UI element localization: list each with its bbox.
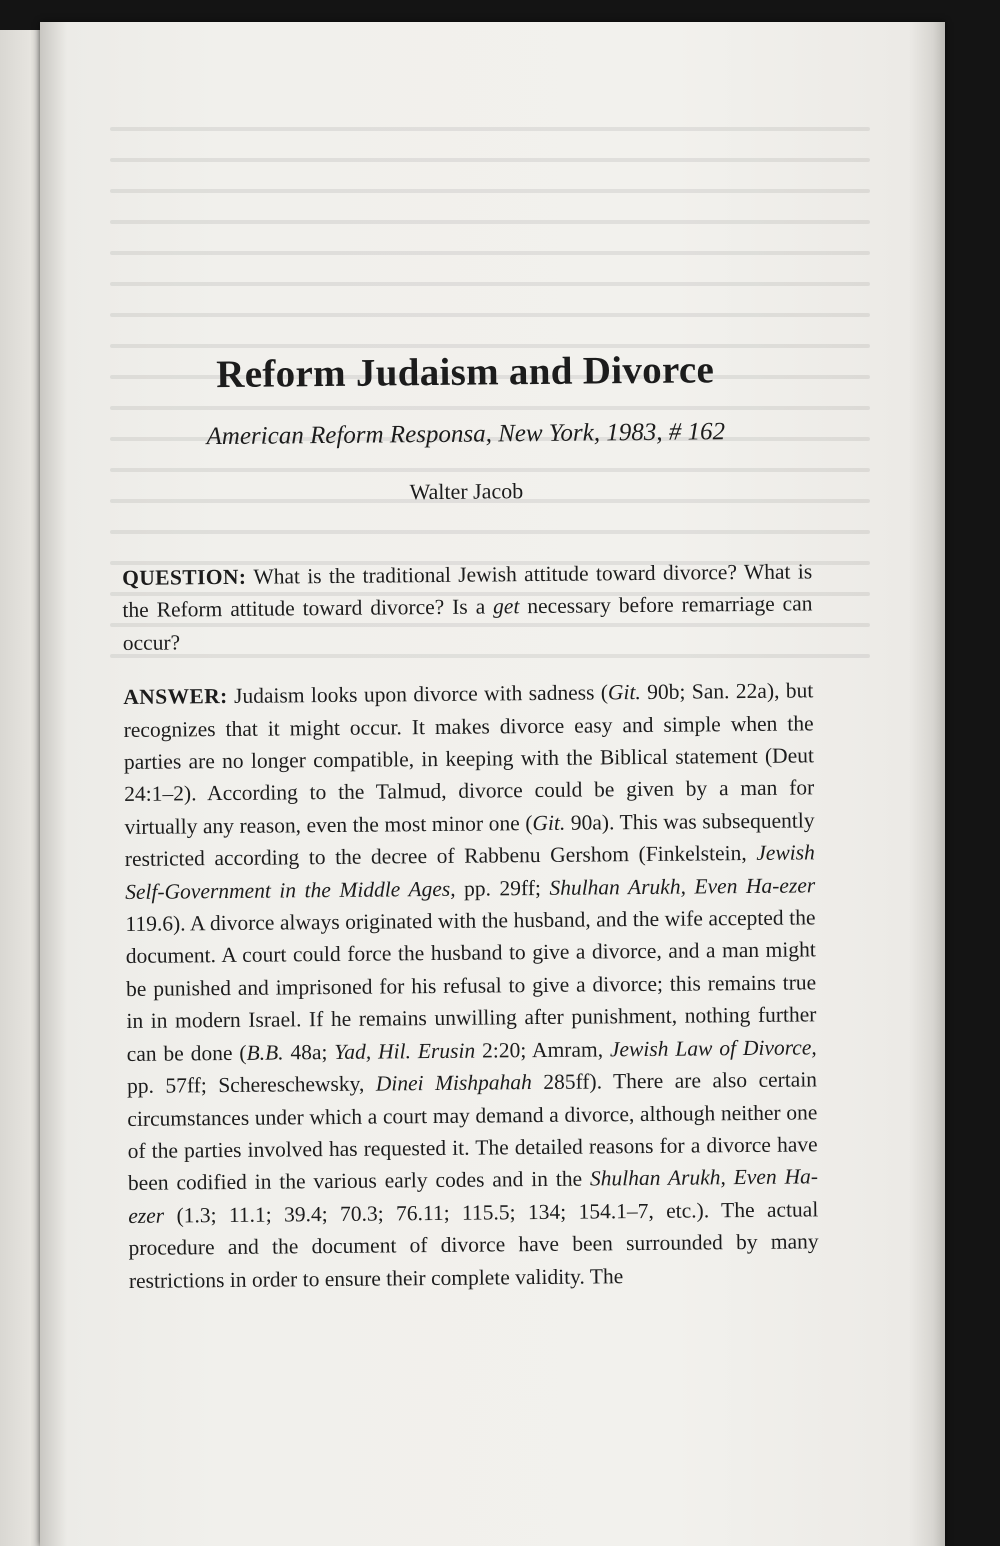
book-page bbox=[40, 22, 945, 1546]
text-segment: 90b; San. 22a), but recognizes that it might occur. It makes divorce easy and simple when the parties are no longer compatible, in keeping with the Biblical statement (Deut 24:1–2). According to the Talmud, divorce could be given by a man for virtually any reason, even the most minor one ( bbox=[123, 678, 815, 839]
text-segment: pp. 57ff; Schereschewsky, bbox=[126, 1071, 376, 1099]
text-segment: 285ff). There are also certain circumstances under which a court may demand a divorce, although neither one of the parties involved has requested it. The detailed reasons for a divorce have been codified in the various early codes and in the bbox=[127, 1067, 818, 1196]
chapter-title: Reform Judaism and Divorce bbox=[216, 348, 715, 397]
page-right-edge bbox=[933, 22, 945, 1546]
author-name: Walter Jacob bbox=[409, 478, 524, 505]
text-segment: 48a; bbox=[283, 1039, 335, 1065]
italic-text-segment: Jewish Self-Government in the Middle Ages, bbox=[125, 840, 815, 904]
italic-text-segment: Jewish Law of Divorce, bbox=[609, 1035, 817, 1062]
source-citation: American Reform Responsa, New York, 1983, # 162 bbox=[206, 418, 726, 451]
italic-text-segment: Shulhan Arukh, Even Ha-ezer bbox=[128, 1164, 819, 1228]
text-segment: 90a). This was subsequently restricted according to the decree of Rabbenu Gershom (Finkelstein, bbox=[124, 808, 815, 872]
text-segment: 2:20; Amram, bbox=[475, 1037, 611, 1063]
text-segment: necessary before remarriage can occur? bbox=[122, 591, 813, 655]
italic-text-segment: Git. bbox=[532, 810, 566, 835]
text-segment: Judaism looks upon divorce with sadness ( bbox=[227, 680, 609, 709]
italic-text-segment: Yad, Hil. Erusin bbox=[334, 1038, 476, 1064]
italic-text-segment: Dinei Mishpahah bbox=[375, 1070, 532, 1096]
page-content bbox=[120, 345, 819, 1297]
italic-text-segment: Shulhan Arukh, Even Ha-ezer bbox=[549, 873, 816, 900]
answer-paragraph bbox=[123, 675, 819, 1297]
text-segment: (1.3; 11.1; 39.4; 70.3; 76.11; 115.5; 134; 154.1–7, etc.). The actual procedure and the document of divorce have been surrounded by many restrictions in order to ensure their complete validity. The bbox=[128, 1197, 819, 1293]
italic-text-segment: B.B. bbox=[246, 1040, 284, 1065]
italic-text-segment: get bbox=[492, 594, 520, 619]
text-segment: 119.6). A divorce always originated with the husband, and the wife accepted the document. A court could force the husband to give a divorce, and a man might be punished and imprisoned for his refusal to give a divorce; this remains true in in modern Israel. If he remains unwilling after punishment, nothing further can be done ( bbox=[125, 905, 817, 1066]
answer-body bbox=[124, 679, 819, 1293]
answer-label: ANSWER: bbox=[123, 684, 228, 710]
italic-text-segment: Git. bbox=[607, 680, 641, 705]
question-label: QUESTION: bbox=[122, 564, 247, 590]
question-paragraph bbox=[122, 555, 813, 659]
text-segment: pp. 29ff; bbox=[455, 875, 550, 901]
text-segment: What is the traditional Jewish attitude toward divorce? What is the Reform attitude toward divorce? Is a bbox=[122, 559, 813, 623]
